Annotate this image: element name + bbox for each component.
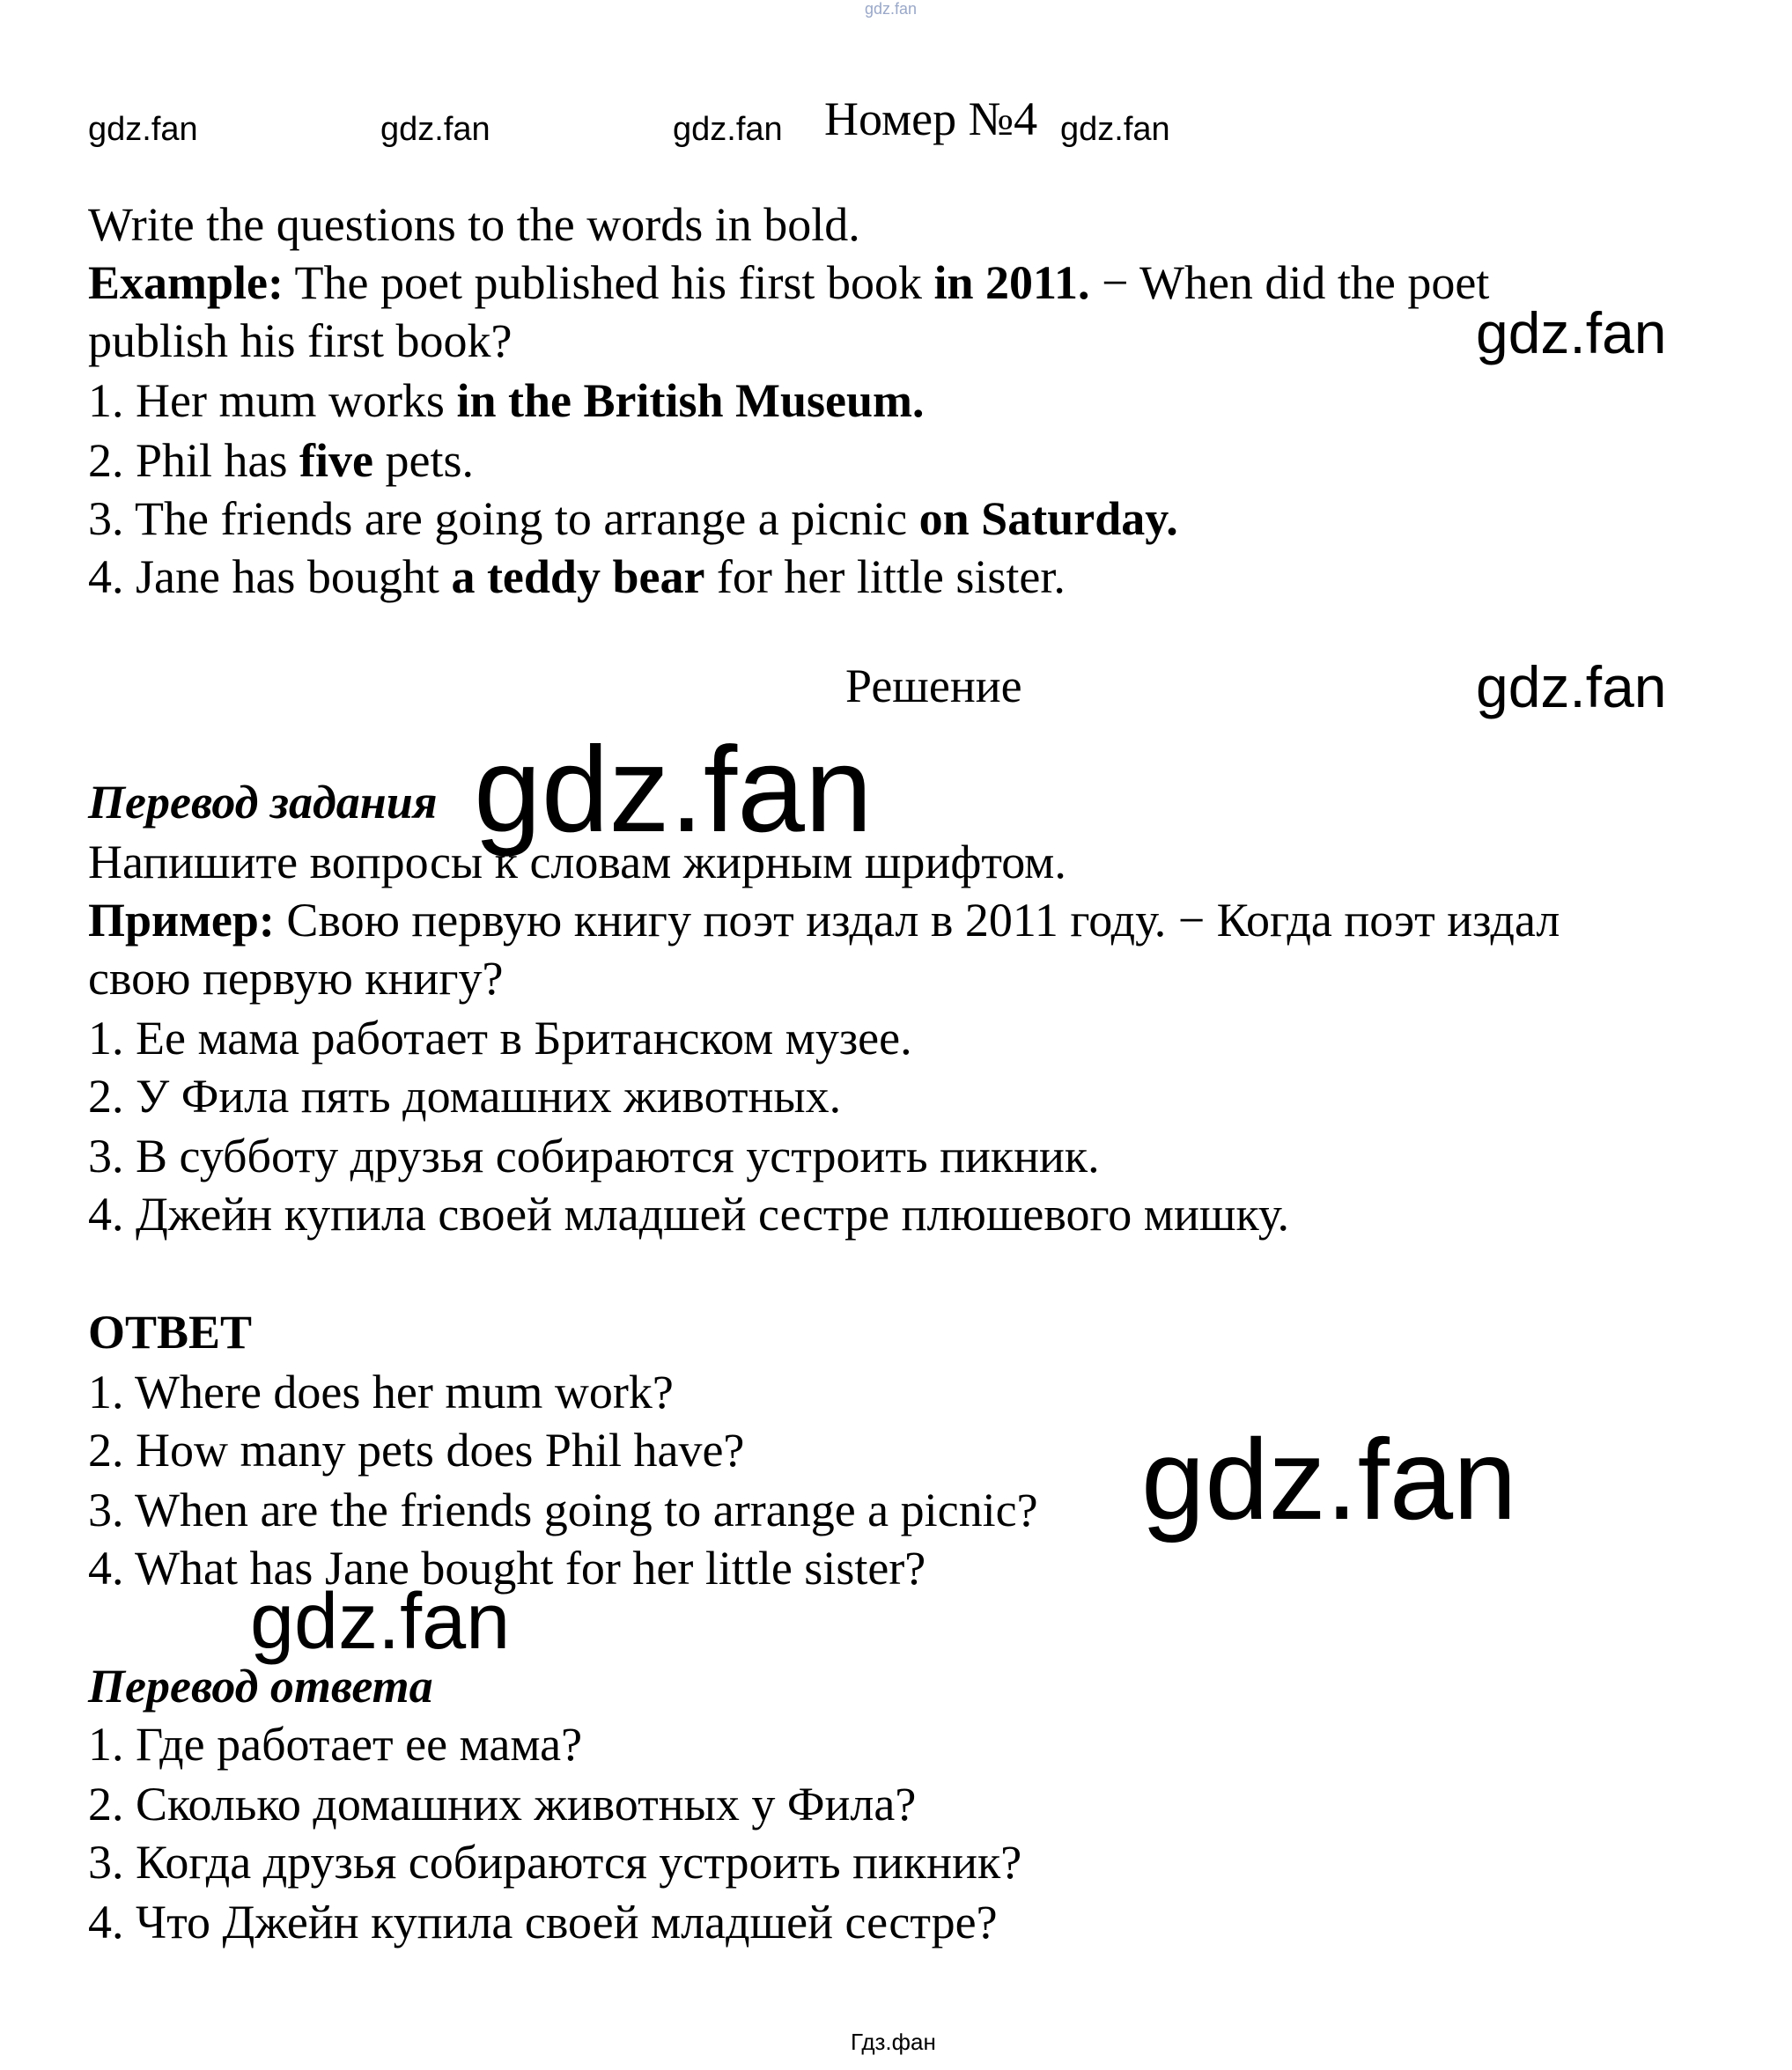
translation-heading-text: Перевод задания <box>88 776 438 829</box>
task-item-4-bold: a teddy bear <box>451 550 705 603</box>
example-text-2: − When did the poet <box>1089 256 1490 309</box>
watermark-mid-left: gdz.fan <box>250 1578 511 1666</box>
task-example-cont: publish his first book? <box>88 314 513 367</box>
watermark-header-3: gdz.fan <box>673 111 783 148</box>
translation-heading <box>88 773 438 831</box>
example-ru-text: Свою первую книгу поэт издал в 2011 году. − Когда поэт издал <box>274 894 1560 947</box>
example-label: Example: <box>88 256 284 309</box>
watermark-right-1: gdz.fan <box>1476 300 1667 365</box>
task-item-2-text: 2. Phil has <box>88 434 300 487</box>
watermark-big-center: gdz.fan <box>474 722 873 858</box>
item-ru-1: 1. Ее мама работает в Британском музее. <box>88 1012 912 1064</box>
task-item-1 <box>88 372 925 430</box>
page-title: Номер №4 <box>824 92 1038 145</box>
task-item-1-bold: in the British Museum. <box>456 374 925 427</box>
instruction-ru: Напишите вопросы к словам жирным шрифтом. <box>88 836 1066 888</box>
example-ru-cont: свою первую книгу? <box>88 952 504 1005</box>
footer-text: Гдз.фан <box>851 2029 936 2055</box>
task-item-3-text: 3. The friends are going to arrange a picnic <box>88 492 919 545</box>
watermark-big-right: gdz.fan <box>1141 1415 1517 1543</box>
watermark-top: gdz.fan <box>865 0 918 18</box>
task-item-4-post: for her little sister. <box>704 550 1066 603</box>
answer-item-3: 3. When are the friends going to arrange a picnic? <box>88 1484 1038 1536</box>
task-item-2-post: pets. <box>372 434 474 487</box>
example-ru <box>88 891 1560 949</box>
watermark-right-2: gdz.fan <box>1476 654 1667 719</box>
item-ru-2: 2. У Фила пять домашних животных. <box>88 1070 842 1123</box>
answer-ru-4: 4. Что Джейн купила своей младшей сестре? <box>88 1896 998 1948</box>
task-item-2 <box>88 431 474 490</box>
task-item-3-bold: on Saturday. <box>918 492 1178 545</box>
task-instruction: Write the questions to the words in bold. <box>88 198 860 251</box>
solution-heading: Решение <box>845 659 1022 712</box>
answer-translation-heading <box>88 1657 433 1715</box>
task-item-4 <box>88 548 1066 606</box>
item-ru-3: 3. В субботу друзья собираются устроить пикник. <box>88 1130 1100 1182</box>
answer-item-2: 2. How many pets does Phil have? <box>88 1424 745 1477</box>
answer-translation-heading-text: Перевод ответа <box>88 1660 433 1713</box>
example-label-ru: Пример: <box>88 894 275 947</box>
answer-heading <box>88 1303 252 1361</box>
answer-ru-1: 1. Где работает ее мама? <box>88 1718 583 1771</box>
answer-ru-2: 2. Сколько домашних животных у Фила? <box>88 1778 917 1831</box>
task-item-4-text: 4. Jane has bought <box>88 550 452 603</box>
example-text-1: The poet published his first book <box>284 256 934 309</box>
watermark-header-2: gdz.fan <box>380 111 490 148</box>
answer-heading-text: ОТВЕТ <box>88 1306 253 1359</box>
watermark-header-4: gdz.fan <box>1060 111 1170 148</box>
watermark-header-1: gdz.fan <box>88 111 198 148</box>
example-bold: in 2011. <box>933 256 1090 309</box>
answer-item-1: 1. Where does her mum work? <box>88 1366 674 1418</box>
answer-ru-3: 3. Когда друзья собираются устроить пикник? <box>88 1836 1022 1889</box>
task-item-2-bold: five <box>299 434 373 487</box>
task-example <box>88 254 1489 312</box>
item-ru-4: 4. Джейн купила своей младшей сестре плюшевого мишку. <box>88 1188 1290 1241</box>
task-item-3 <box>88 490 1178 548</box>
task-item-1-text: 1. Her mum works <box>88 374 457 427</box>
answer-item-4: 4. What has Jane bought for her little sister? <box>88 1542 926 1595</box>
